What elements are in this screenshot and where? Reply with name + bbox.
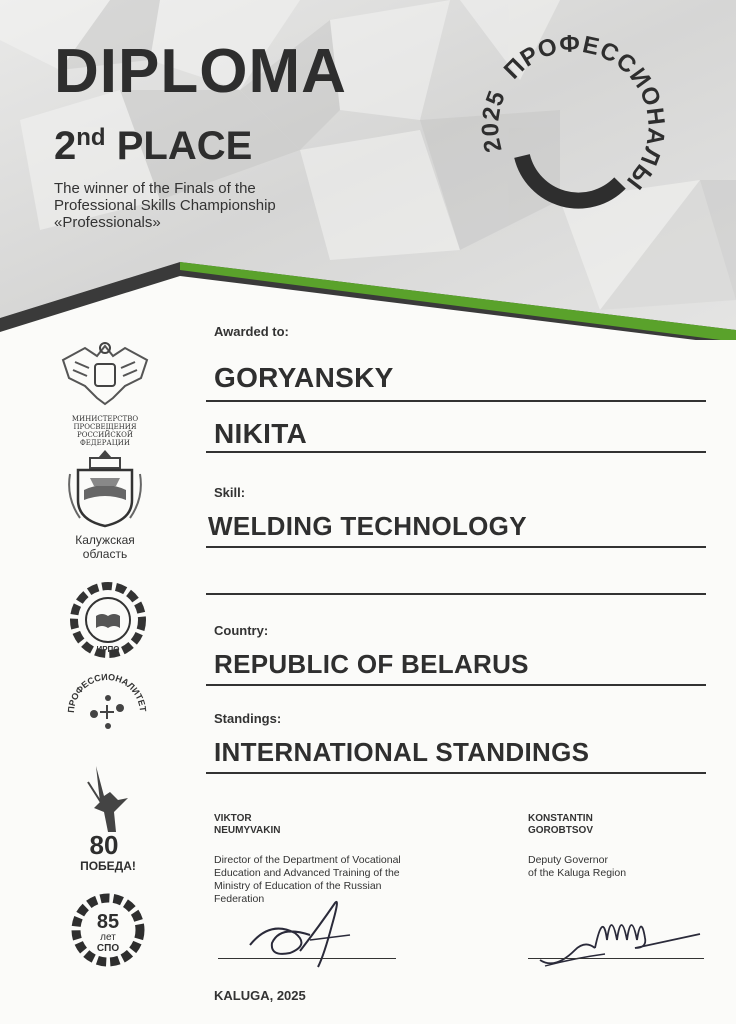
field-line [206, 546, 706, 548]
spo-number: 85 [96, 911, 120, 933]
field-line [206, 593, 706, 595]
coat-of-arms-icon [60, 448, 150, 528]
logo-year: 2025 [477, 86, 512, 155]
professionals-2025-logo [470, 18, 680, 228]
recipient-first-name: NIKITA [214, 418, 308, 449]
place-number: 2 [54, 124, 77, 168]
kaluga-region-logo [60, 448, 150, 561]
victory-number: 80 [89, 830, 119, 860]
spo-line1: лет [100, 932, 116, 943]
field-line [206, 772, 706, 774]
irpo-logo [68, 580, 148, 665]
right-signature [535, 900, 705, 975]
left-position-line: Ministry of Education of the Russian [214, 880, 382, 892]
victory-word: ПОБЕДА! [80, 859, 136, 873]
right-signatory-name [528, 813, 593, 837]
left-last-name: NEUMYVAKIN [214, 825, 281, 836]
logo-ring-text [477, 30, 670, 195]
svg-text:2025 ПРОФЕССИОНАЛЫ [477, 30, 670, 195]
diploma-title: DIPLOMA [54, 37, 347, 106]
ministry-logo [55, 338, 155, 447]
right-signatory-position [528, 854, 708, 880]
left-signatory-name [214, 813, 280, 837]
left-position-line: Director of the Department of Vocational [214, 854, 401, 866]
subtitle-line: The winner of the Finals of the [54, 180, 256, 197]
ministry-line: РОССИЙСКОЙ ФЕДЕРАЦИИ [77, 431, 133, 447]
victory-80-logo [74, 762, 144, 882]
country-value: REPUBLIC OF BELARUS [214, 649, 529, 679]
place-heading [54, 124, 252, 169]
subtitle-line: Professional Skills Championship [54, 197, 276, 214]
field-line [206, 400, 706, 402]
irpo-text: ИРПО [96, 645, 120, 654]
prof-ring-text: ПРОФЕССИОНАЛИТЕТ [65, 671, 149, 714]
skill-label: Skill: [214, 485, 246, 500]
skill-value: WELDING TECHNOLOGY [208, 511, 527, 541]
double-eagle-icon [55, 338, 155, 410]
place-date: KALUGA, 2025 [214, 988, 306, 1003]
right-position-line: Deputy Governor [528, 854, 608, 866]
region-line: область [82, 547, 128, 561]
field-line [206, 451, 706, 453]
standings-label: Standings: [214, 711, 282, 726]
awarded-label: Awarded to: [214, 324, 289, 339]
left-position-line: Federation [214, 893, 265, 905]
right-position-line: of the Kaluga Region [528, 867, 627, 879]
right-signature-line [528, 958, 704, 959]
logo-word: ПРОФЕССИОНАЛЫ [498, 30, 670, 195]
field-line [206, 684, 706, 686]
subtitle-line: «Professionals» [54, 214, 161, 231]
region-line: Калужская [75, 533, 135, 547]
professionalitet-logo [62, 668, 152, 763]
motherland-statue-icon [74, 762, 144, 877]
right-first-name: KONSTANTIN [528, 813, 593, 824]
gear-85-icon [68, 890, 148, 970]
professionalitet-ring-icon [62, 668, 152, 758]
gear-book-icon [68, 580, 148, 660]
left-first-name: VIKTOR [214, 813, 252, 824]
recipient-last-name: GORYANSKY [214, 362, 394, 393]
left-position-line: Education and Advanced Training of the [214, 867, 400, 879]
subtitle [54, 180, 354, 231]
place-word: PLACE [116, 124, 253, 168]
right-last-name: GOROBTSOV [528, 825, 594, 836]
standings-value: INTERNATIONAL STANDINGS [214, 737, 590, 767]
ministry-line: МИНИСТЕРСТВО ПРОСВЕЩЕНИЯ [71, 415, 139, 431]
spo-line2: СПО [96, 943, 120, 954]
country-label: Country: [214, 623, 269, 638]
left-signature-line [218, 958, 396, 959]
spo-85-logo [68, 890, 148, 975]
place-suffix: nd [76, 124, 106, 151]
